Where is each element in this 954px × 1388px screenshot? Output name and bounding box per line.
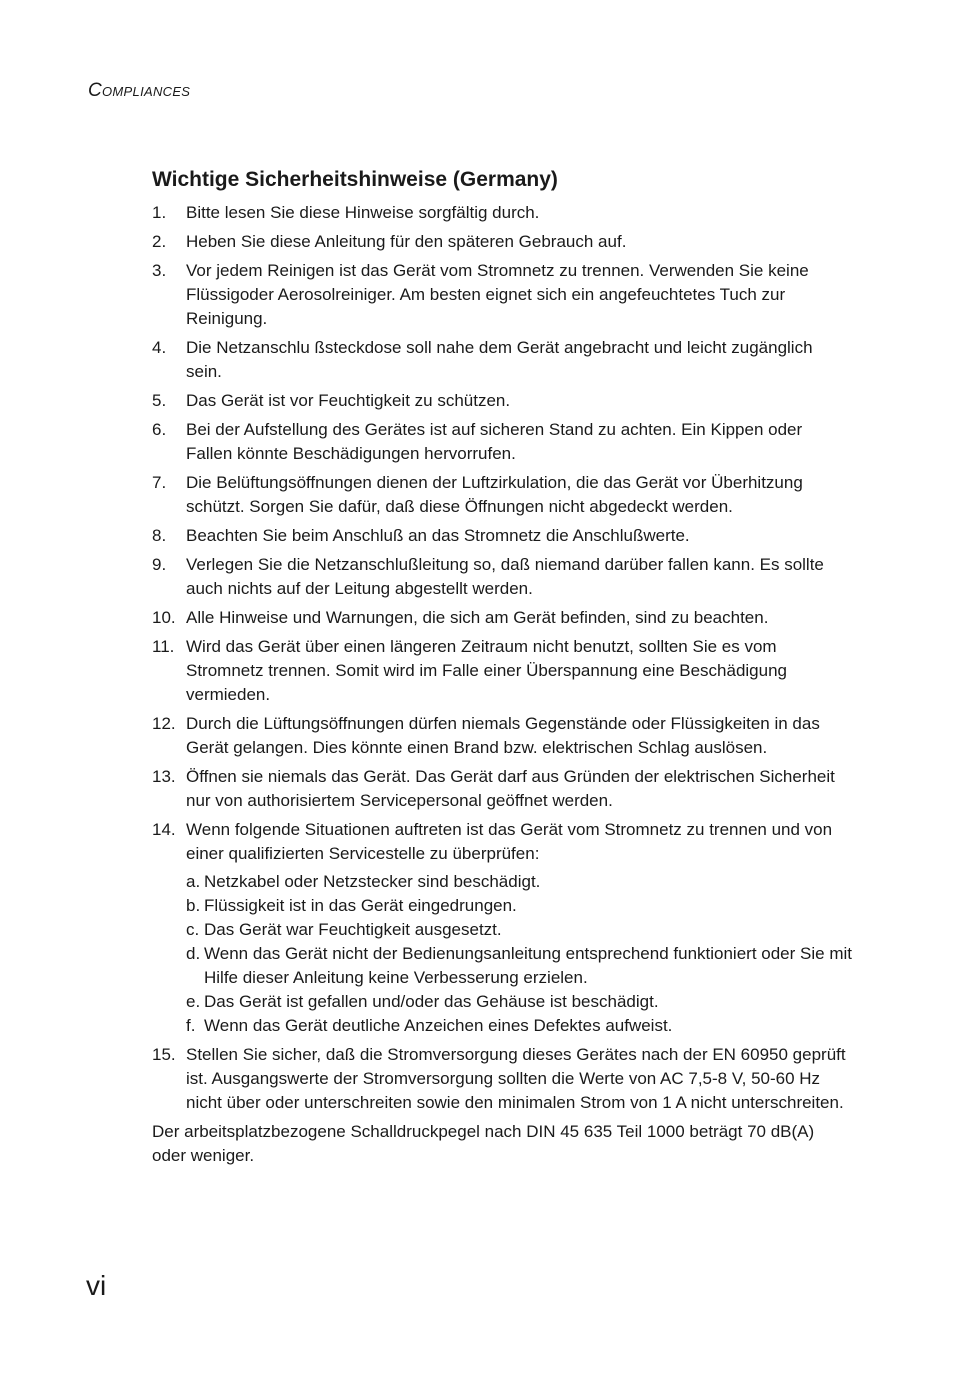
list-item — [152, 259, 852, 331]
item-number: 7. — [152, 473, 167, 492]
item-text: Alle Hinweise und Warnungen, die sich am Gerät befinden, sind zu beachten. — [186, 608, 769, 627]
list-item — [152, 553, 852, 601]
list-item — [152, 712, 852, 760]
sub-list — [186, 870, 852, 1038]
list-item — [152, 635, 852, 707]
page-number: vi — [86, 1270, 107, 1301]
item-number: 14. — [152, 820, 176, 839]
list-item — [152, 606, 852, 630]
item-number: 1. — [152, 203, 167, 222]
item-text: Bitte lesen Sie diese Hinweise sorgfältig durch. — [186, 203, 540, 222]
main-content — [152, 166, 852, 1168]
item-number: 11. — [152, 637, 175, 656]
item-number: 10. — [152, 608, 176, 627]
item-text: Wenn folgende Situationen auftreten ist das Gerät vom Stromnetz zu trennen und von einer qualifizierten Servicestelle zu überprüfen: — [186, 820, 833, 863]
list-item — [152, 765, 852, 813]
item-text: Durch die Lüftungsöffnungen dürfen niemals Gegenstände oder Flüssigkeiten in das Gerät gelangen. Dies könnte einen Brand bzw. elektrischen Schlag auslösen. — [186, 714, 820, 757]
item-text: Heben Sie diese Anleitung für den späteren Gebrauch auf. — [186, 232, 627, 251]
item-number: 5. — [152, 391, 167, 410]
sub-item-text: Wenn das Gerät nicht der Bedienungsanleitung entsprechend funktioniert oder Sie mit Hilfe dieser Anleitung keine Verbesserung erzielen. — [204, 944, 852, 987]
sub-item-letter: c. — [186, 920, 200, 939]
list-item — [152, 389, 852, 413]
list-item — [152, 1043, 852, 1115]
sub-item-text: Das Gerät ist gefallen und/oder das Gehäuse ist beschädigt. — [204, 992, 659, 1011]
item-text: Das Gerät ist vor Feuchtigkeit zu schützen. — [186, 391, 511, 410]
item-number: 8. — [152, 526, 167, 545]
list-item — [152, 230, 852, 254]
item-text: Stellen Sie sicher, daß die Stromversorgung dieses Gerätes nach der EN 60950 geprüft ist. Ausgangswerte der Stromversorgung sollten die Werte von AC 7,5-8 V, 50-60 Hz nicht über oder unterschreiten sowie den minimalen Strom von 1 A nicht unterschreiten. — [186, 1045, 846, 1112]
item-text: Die Belüftungsöffnungen dienen der Luftzirkulation, die das Gerät vor Überhitzung schützt. Sorgen Sie dafür, daß diese Öffnungen nicht abgedeckt werden. — [186, 473, 803, 516]
list-item — [152, 818, 852, 1038]
item-number: 9. — [152, 555, 167, 574]
safety-instructions-list — [152, 201, 852, 1115]
sub-list-item — [186, 870, 852, 894]
item-number: 3. — [152, 261, 167, 280]
sub-list-item — [186, 894, 852, 918]
closing-paragraph: Der arbeitsplatzbezogene Schalldruckpegel nach DIN 45 635 Teil 1000 beträgt 70 dB(A) oder weniger. — [152, 1122, 815, 1165]
sub-item-letter: b. — [186, 896, 201, 915]
sub-list-item — [186, 918, 852, 942]
list-item — [152, 524, 852, 548]
sub-item-letter: f. — [186, 1016, 196, 1035]
item-number: 15. — [152, 1045, 176, 1064]
sub-list-item — [186, 990, 852, 1014]
list-item — [152, 336, 852, 384]
sub-item-text: Netzkabel oder Netzstecker sind beschädigt. — [204, 872, 541, 891]
list-item — [152, 418, 852, 466]
sub-item-letter: d. — [186, 944, 201, 963]
item-number: 4. — [152, 338, 167, 357]
item-text: Vor jedem Reinigen ist das Gerät vom Stromnetz zu trennen. Verwenden Sie keine Flüssigoder Aerosolreiniger. Am besten eignet sich ein angefeuchtetes Tuch zur Reinigung. — [186, 261, 809, 328]
item-text: Beachten Sie beim Anschluß an das Stromnetz die Anschlußwerte. — [186, 526, 690, 545]
item-text: Die Netzanschlu ßsteckdose soll nahe dem Gerät angebracht und leicht zugänglich sein. — [186, 338, 813, 381]
list-item — [152, 201, 852, 225]
item-number: 2. — [152, 232, 167, 251]
sub-item-letter: e. — [186, 992, 201, 1011]
item-number: 6. — [152, 420, 167, 439]
sub-item-text: Wenn das Gerät deutliche Anzeichen eines Defektes aufweist. — [204, 1016, 673, 1035]
running-header: Compliances — [88, 80, 191, 101]
sub-item-text: Das Gerät war Feuchtigkeit ausgesetzt. — [204, 920, 502, 939]
list-item — [152, 471, 852, 519]
item-text: Öffnen sie niemals das Gerät. Das Gerät darf aus Gründen der elektrischen Sicherheit nur von authorisiertem Servicepersonal geöffnet werden. — [186, 767, 835, 810]
sub-list-item — [186, 1014, 852, 1038]
item-text: Wird das Gerät über einen längeren Zeitraum nicht benutzt, sollten Sie es vom Stromnetz trennen. Somit wird im Falle einer Überspannung eine Beschädigung vermieden. — [186, 637, 787, 704]
sub-item-letter: a. — [186, 872, 201, 891]
item-text: Verlegen Sie die Netzanschlußleitung so, daß niemand darüber fallen kann. Es sollte auch nichts auf der Leitung abgestellt werden. — [186, 555, 824, 598]
sub-item-text: Flüssigkeit ist in das Gerät eingedrungen. — [204, 896, 517, 915]
item-text: Bei der Aufstellung des Gerätes ist auf sicheren Stand zu achten. Ein Kippen oder Fallen könnte Beschädigungen hervorrufen. — [186, 420, 803, 463]
section-title: Wichtige Sicherheitshinweise (Germany) — [152, 168, 558, 191]
item-number: 13. — [152, 767, 176, 786]
sub-list-item — [186, 942, 852, 990]
item-number: 12. — [152, 714, 176, 733]
